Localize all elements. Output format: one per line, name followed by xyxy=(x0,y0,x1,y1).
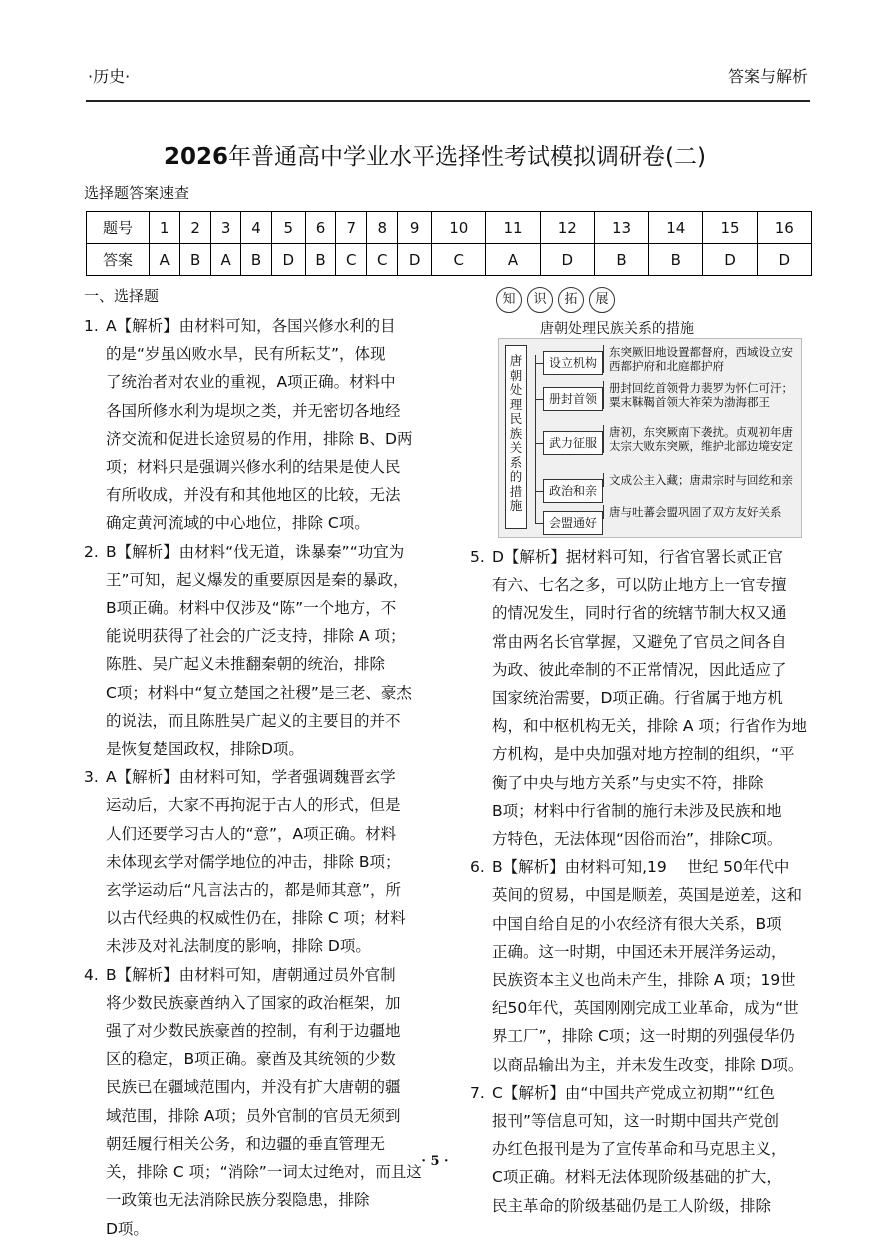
question-number-cell: 8 xyxy=(367,212,398,244)
answer-line-text: 报刊”等信息可知，这一时期中国共产党创 xyxy=(492,1112,780,1131)
page-title xyxy=(0,138,870,171)
answer-line-text: 民族已在疆域范围内，并没有扩大唐朝的疆 xyxy=(106,1078,401,1097)
answer-cell: D xyxy=(757,244,811,276)
answer-line-text: 以古代经典的权威性仍在，排除 C 项；材料 xyxy=(106,909,406,928)
answer-cell: D xyxy=(398,244,432,276)
answer-line-text: C项正确。材料无法体现阶级基础的扩大， xyxy=(492,1168,782,1187)
answer-line xyxy=(84,594,446,622)
knowledge-diagram xyxy=(498,338,802,538)
answer-line-text: 运动后，大家不再拘泥于古人的形式，但是 xyxy=(106,796,401,815)
answer-line-text: 界工厂”，排除 C项；这一时期的列强侵华仍 xyxy=(492,1027,795,1046)
question-number: 4. xyxy=(84,965,99,984)
knowledge-badges xyxy=(496,287,620,313)
answer-line-text: 纪50年代，英国刚刚完成工业革命，成为“世 xyxy=(492,999,799,1018)
answer-cell: A xyxy=(210,244,240,276)
answer-line-text: 域范围，排除 A项；员外官制的官员无须到 xyxy=(106,1106,401,1125)
answer-line xyxy=(470,1022,822,1050)
knowledge-connector xyxy=(535,363,543,364)
answer-line xyxy=(84,763,446,791)
answer-cell: D xyxy=(271,244,305,276)
answer-line-text: B项正确。材料中仅涉及“陈”一个地方，不 xyxy=(106,599,397,618)
answer-line-text: 将少数民族豪酋纳入了国家的政治框架，加 xyxy=(106,993,401,1012)
answer-line-text: 各国所修水利为堤坝之类，并无密切各地经 xyxy=(106,401,401,420)
question-number: 2. xyxy=(84,542,99,561)
answer-table-answer-row xyxy=(87,244,812,276)
question-number: 1. xyxy=(84,317,99,335)
answer-table-caption: 选择题答案速查 xyxy=(84,184,190,202)
knowledge-row-label: 册封首领 xyxy=(543,387,603,411)
answer-line-text: 王”可知，起义爆发的重要原因是秦的暴政， xyxy=(106,570,409,589)
knowledge-connector xyxy=(535,399,543,400)
knowledge-row-desc: 唐与吐蕃会盟巩固了双方友好关系 xyxy=(603,505,799,519)
answer-cell: D xyxy=(703,244,757,276)
knowledge-row-label: 政治和亲 xyxy=(543,479,603,503)
answer-line xyxy=(84,707,446,735)
section-heading: 一、选择题 xyxy=(84,287,160,305)
knowledge-caption: 唐朝处理民族关系的措施 xyxy=(540,321,694,337)
header-subject: ·历史· xyxy=(88,67,131,86)
knowledge-badge: 拓 xyxy=(558,287,584,313)
answer-cell: C xyxy=(336,244,367,276)
answer-line xyxy=(470,1051,822,1079)
answer-line-text: D项。 xyxy=(106,1219,149,1238)
answer-line-text: 确定黄河流域的中心地位，排除 C项。 xyxy=(106,514,370,533)
question-number-cell: 16 xyxy=(757,212,811,244)
answer-cell: B xyxy=(649,244,703,276)
answer-line-text: 衡了中央与地方关系”与史实不符，排除 xyxy=(492,773,764,792)
answer-cell: B xyxy=(180,244,211,276)
knowledge-row-label: 会盟通好 xyxy=(543,511,603,535)
answer-line xyxy=(84,312,446,340)
answer-line xyxy=(470,910,822,938)
answer-line xyxy=(470,769,822,797)
answer-line xyxy=(470,684,822,712)
answer-line-text: 济交流和促进长途贸易的作用，排除 B、D两 xyxy=(106,429,413,448)
answer-line-text: A【解析】由材料可知，学者强调魏晋玄学 xyxy=(106,768,396,787)
answer-line xyxy=(84,820,446,848)
answer-line xyxy=(84,397,446,425)
answer-line xyxy=(470,656,822,684)
right-column-text xyxy=(470,543,822,1220)
question-number: 3. xyxy=(84,768,99,787)
answer-line-text: 的说法，而且陈胜吴广起义的主要目的并不 xyxy=(106,711,401,730)
knowledge-badge: 展 xyxy=(589,287,615,313)
answer-line-text: 民族资本主义也尚未产生，排除 A 项；19世 xyxy=(492,971,796,990)
answer-line xyxy=(84,650,446,678)
answer-line xyxy=(470,740,822,768)
answer-line-text: D【解析】据材料可知，行省官署长贰正官 xyxy=(492,548,783,566)
answer-line-text: 为政、彼此牵制的不正常情况，因此适应了 xyxy=(492,660,787,679)
answer-line-text: 区的稳定，B项正确。豪酋及其统领的少数 xyxy=(106,1050,396,1069)
answer-line-text: 常由两名长官掌握，又避免了官员之间各自 xyxy=(492,632,787,651)
knowledge-row-desc: 文成公主入藏；唐肃宗时与回纥和亲 xyxy=(603,473,799,487)
answer-cell: B xyxy=(305,244,336,276)
answer-line xyxy=(84,481,446,509)
question-number: 7. xyxy=(470,1083,485,1102)
question-number-cell: 2 xyxy=(180,212,211,244)
answer-line xyxy=(84,989,446,1017)
answer-line xyxy=(470,938,822,966)
answer-cell: A xyxy=(150,244,180,276)
question-number-cell: 6 xyxy=(305,212,336,244)
answer-line-text: 玄学运动后“凡言法古的，都是师其意”，所 xyxy=(106,881,402,900)
answer-line xyxy=(84,368,446,396)
answer-line-text: B【解析】由材料可知，唐朝通过员外官制 xyxy=(106,965,396,984)
answer-line xyxy=(470,994,822,1022)
answer-line xyxy=(84,1186,446,1214)
answer-cell: C xyxy=(432,244,486,276)
knowledge-connector xyxy=(535,443,543,444)
page-number: · 5 · xyxy=(421,1154,449,1169)
question-number-cell: 1 xyxy=(150,212,180,244)
answer-line xyxy=(470,599,822,627)
answer-line-text: 方特色，无法体现“因俗而治”，排除C项。 xyxy=(492,830,783,849)
question-number: 6. xyxy=(470,858,485,877)
answer-line xyxy=(84,1045,446,1073)
question-number-cell: 12 xyxy=(540,212,594,244)
answer-line-text: 项；材料只是强调兴修水利的结果是使人民 xyxy=(106,458,401,477)
left-column-text xyxy=(84,312,446,1243)
question-number-cell: 5 xyxy=(271,212,305,244)
answer-line xyxy=(470,628,822,656)
answer-line-text: 正确。这一时期，中国还未开展洋务运动， xyxy=(492,942,787,961)
row-label-answer: 答案 xyxy=(87,244,150,276)
question-number-cell: 10 xyxy=(432,212,486,244)
answer-line xyxy=(470,1107,822,1135)
answer-line-text: B【解析】由材料“伐无道，诛暴秦”“功宜为 xyxy=(106,542,405,561)
answer-line xyxy=(470,825,822,853)
header-rule xyxy=(86,100,810,102)
answer-line-text: 了统治者对农业的重视，A项正确。材料中 xyxy=(106,373,396,392)
answer-line-text: 强了对少数民族豪酋的控制，有利于边疆地 xyxy=(106,1022,401,1041)
answer-table-number-row xyxy=(87,212,812,244)
answer-line-text: 朝廷履行相关公务，和边疆的垂直管理无 xyxy=(106,1134,386,1153)
knowledge-connector xyxy=(535,523,543,524)
answer-line-text: 未体现玄学对儒学地位的冲击，排除 B项； xyxy=(106,852,401,871)
answer-line-text: A【解析】由材料可知，各国兴修水利的目 xyxy=(106,317,396,335)
answer-line xyxy=(470,797,822,825)
answer-line-text: C项；材料中“复立楚国之社稷”是三老、豪杰 xyxy=(106,683,412,702)
answer-cell: D xyxy=(540,244,594,276)
answer-line-text: 方机构，是中央加强对地方控制的组织，“平 xyxy=(492,745,795,764)
knowledge-side-label: 唐 朝 处 理 民 族 关 系 的 措 施 xyxy=(505,345,527,529)
answer-line-text: 的情况发生，同时行省的统辖节制大权又通 xyxy=(492,604,787,623)
answer-line-text: 能说明获得了社会的广泛支持，排除 A 项； xyxy=(106,627,406,646)
answer-line-text: 构，和中枢机构无关，排除 A 项；行省作为地 xyxy=(492,717,807,736)
answer-line-text: 未涉及对礼法制度的影响，排除 D项。 xyxy=(106,937,371,956)
answer-line xyxy=(470,1079,822,1107)
knowledge-row-desc: 唐初，东突厥南下袭扰。贞观初年唐太宗大败东突厥，维护北部边境安定 xyxy=(603,425,799,453)
answer-line-text: 以商品输出为主，并未发生改变，排除 D项。 xyxy=(492,1055,804,1074)
knowledge-row-desc: 东突厥旧地设置都督府，西域设立安西都护府和北庭都护府 xyxy=(603,345,799,373)
question-number-cell: 14 xyxy=(649,212,703,244)
answer-line xyxy=(84,1017,446,1045)
question-number-cell: 4 xyxy=(241,212,272,244)
answer-line-text: 有所收成，并没有和其他地区的比较，无法 xyxy=(106,486,401,505)
answer-line-text: 国家统治需要，D项正确。行省属于地方机 xyxy=(492,689,783,708)
question-number-cell: 11 xyxy=(486,212,540,244)
answer-line xyxy=(84,961,446,989)
answer-cell: A xyxy=(486,244,540,276)
answer-cell: B xyxy=(241,244,272,276)
question-number-cell: 3 xyxy=(210,212,240,244)
answer-line-text: 英间的贸易，中国是顺差，英国是逆差，这和 xyxy=(492,886,803,905)
answer-line-text: 关，排除 C 项；“消除”一词太过绝对，而且这 xyxy=(106,1163,422,1182)
answer-line-text: 中国自给自足的小农经济有很大关系，B项 xyxy=(492,914,782,933)
answer-line xyxy=(84,1215,446,1243)
answer-line xyxy=(84,425,446,453)
answer-line xyxy=(470,881,822,909)
answer-line xyxy=(84,791,446,819)
answer-line xyxy=(84,904,446,932)
answer-cell: C xyxy=(367,244,398,276)
answer-line-text: 的是“岁虽凶败水旱，民有所耘艾”，体现 xyxy=(106,345,386,364)
answer-line-text: 陈胜、吴广起义未推翻秦朝的统治，排除 xyxy=(106,655,386,674)
answer-line xyxy=(84,566,446,594)
knowledge-badge: 识 xyxy=(527,287,553,313)
answer-line-text: 一政策也无法消除民族分裂隐患，排除 xyxy=(106,1191,370,1210)
knowledge-spine xyxy=(535,355,536,523)
answer-line xyxy=(84,876,446,904)
answer-line-text: C【解析】由“中国共产党成立初期”“红色 xyxy=(492,1083,775,1102)
title-text: 年普通高中学业水平选择性考试模拟调研卷(二) xyxy=(228,144,706,170)
answer-line xyxy=(470,571,822,599)
answer-line xyxy=(84,735,446,763)
answer-line xyxy=(470,966,822,994)
answer-line xyxy=(84,1102,446,1130)
answer-line xyxy=(470,712,822,740)
answer-line-text: 办红色报刊是为了宣传革命和马克思主义， xyxy=(492,1140,787,1159)
answer-line xyxy=(84,679,446,707)
answer-line-text: 人们还要学习古人的“意”，A项正确。材料 xyxy=(106,824,397,843)
answer-line xyxy=(84,453,446,481)
knowledge-connector xyxy=(535,491,543,492)
answer-table xyxy=(86,211,812,276)
question-number-cell: 9 xyxy=(398,212,432,244)
answer-line xyxy=(84,340,446,368)
answer-line-text: B【解析】由材料可知,19 世纪 50年代中 xyxy=(492,858,790,877)
question-number-cell: 13 xyxy=(594,212,648,244)
answer-line-text: 是恢复楚国政权，排除D项。 xyxy=(106,740,304,759)
answer-line-text: 民主革命的阶级基础仍是工人阶级，排除 xyxy=(492,1196,772,1215)
knowledge-row-label: 设立机构 xyxy=(543,351,603,375)
answer-line xyxy=(84,622,446,650)
question-number: 5. xyxy=(470,548,485,566)
question-number-cell: 15 xyxy=(703,212,757,244)
answer-cell: B xyxy=(594,244,648,276)
answer-line-text: B项；材料中行省制的施行未涉及民族和地 xyxy=(492,801,782,820)
knowledge-row-desc: 册封回纥首领骨力裴罗为怀仁可汗；粟末靺鞨首领大祚荣为渤海郡王 xyxy=(603,381,799,409)
knowledge-badge: 知 xyxy=(496,287,522,313)
row-label-number: 题号 xyxy=(87,212,150,244)
answer-line-text: 有六、七名之多，可以防止地方上一官专擅 xyxy=(492,576,787,595)
answer-line xyxy=(84,538,446,566)
header-section: 答案与解析 xyxy=(728,67,809,86)
answer-line xyxy=(84,932,446,960)
answer-line xyxy=(470,1192,822,1220)
answer-line xyxy=(84,509,446,537)
answer-line xyxy=(84,1073,446,1101)
knowledge-row-label: 武力征服 xyxy=(543,431,603,455)
question-number-cell: 7 xyxy=(336,212,367,244)
title-year: 2026 xyxy=(164,144,229,170)
answer-line xyxy=(470,853,822,881)
answer-line xyxy=(470,543,822,571)
answer-line xyxy=(84,848,446,876)
